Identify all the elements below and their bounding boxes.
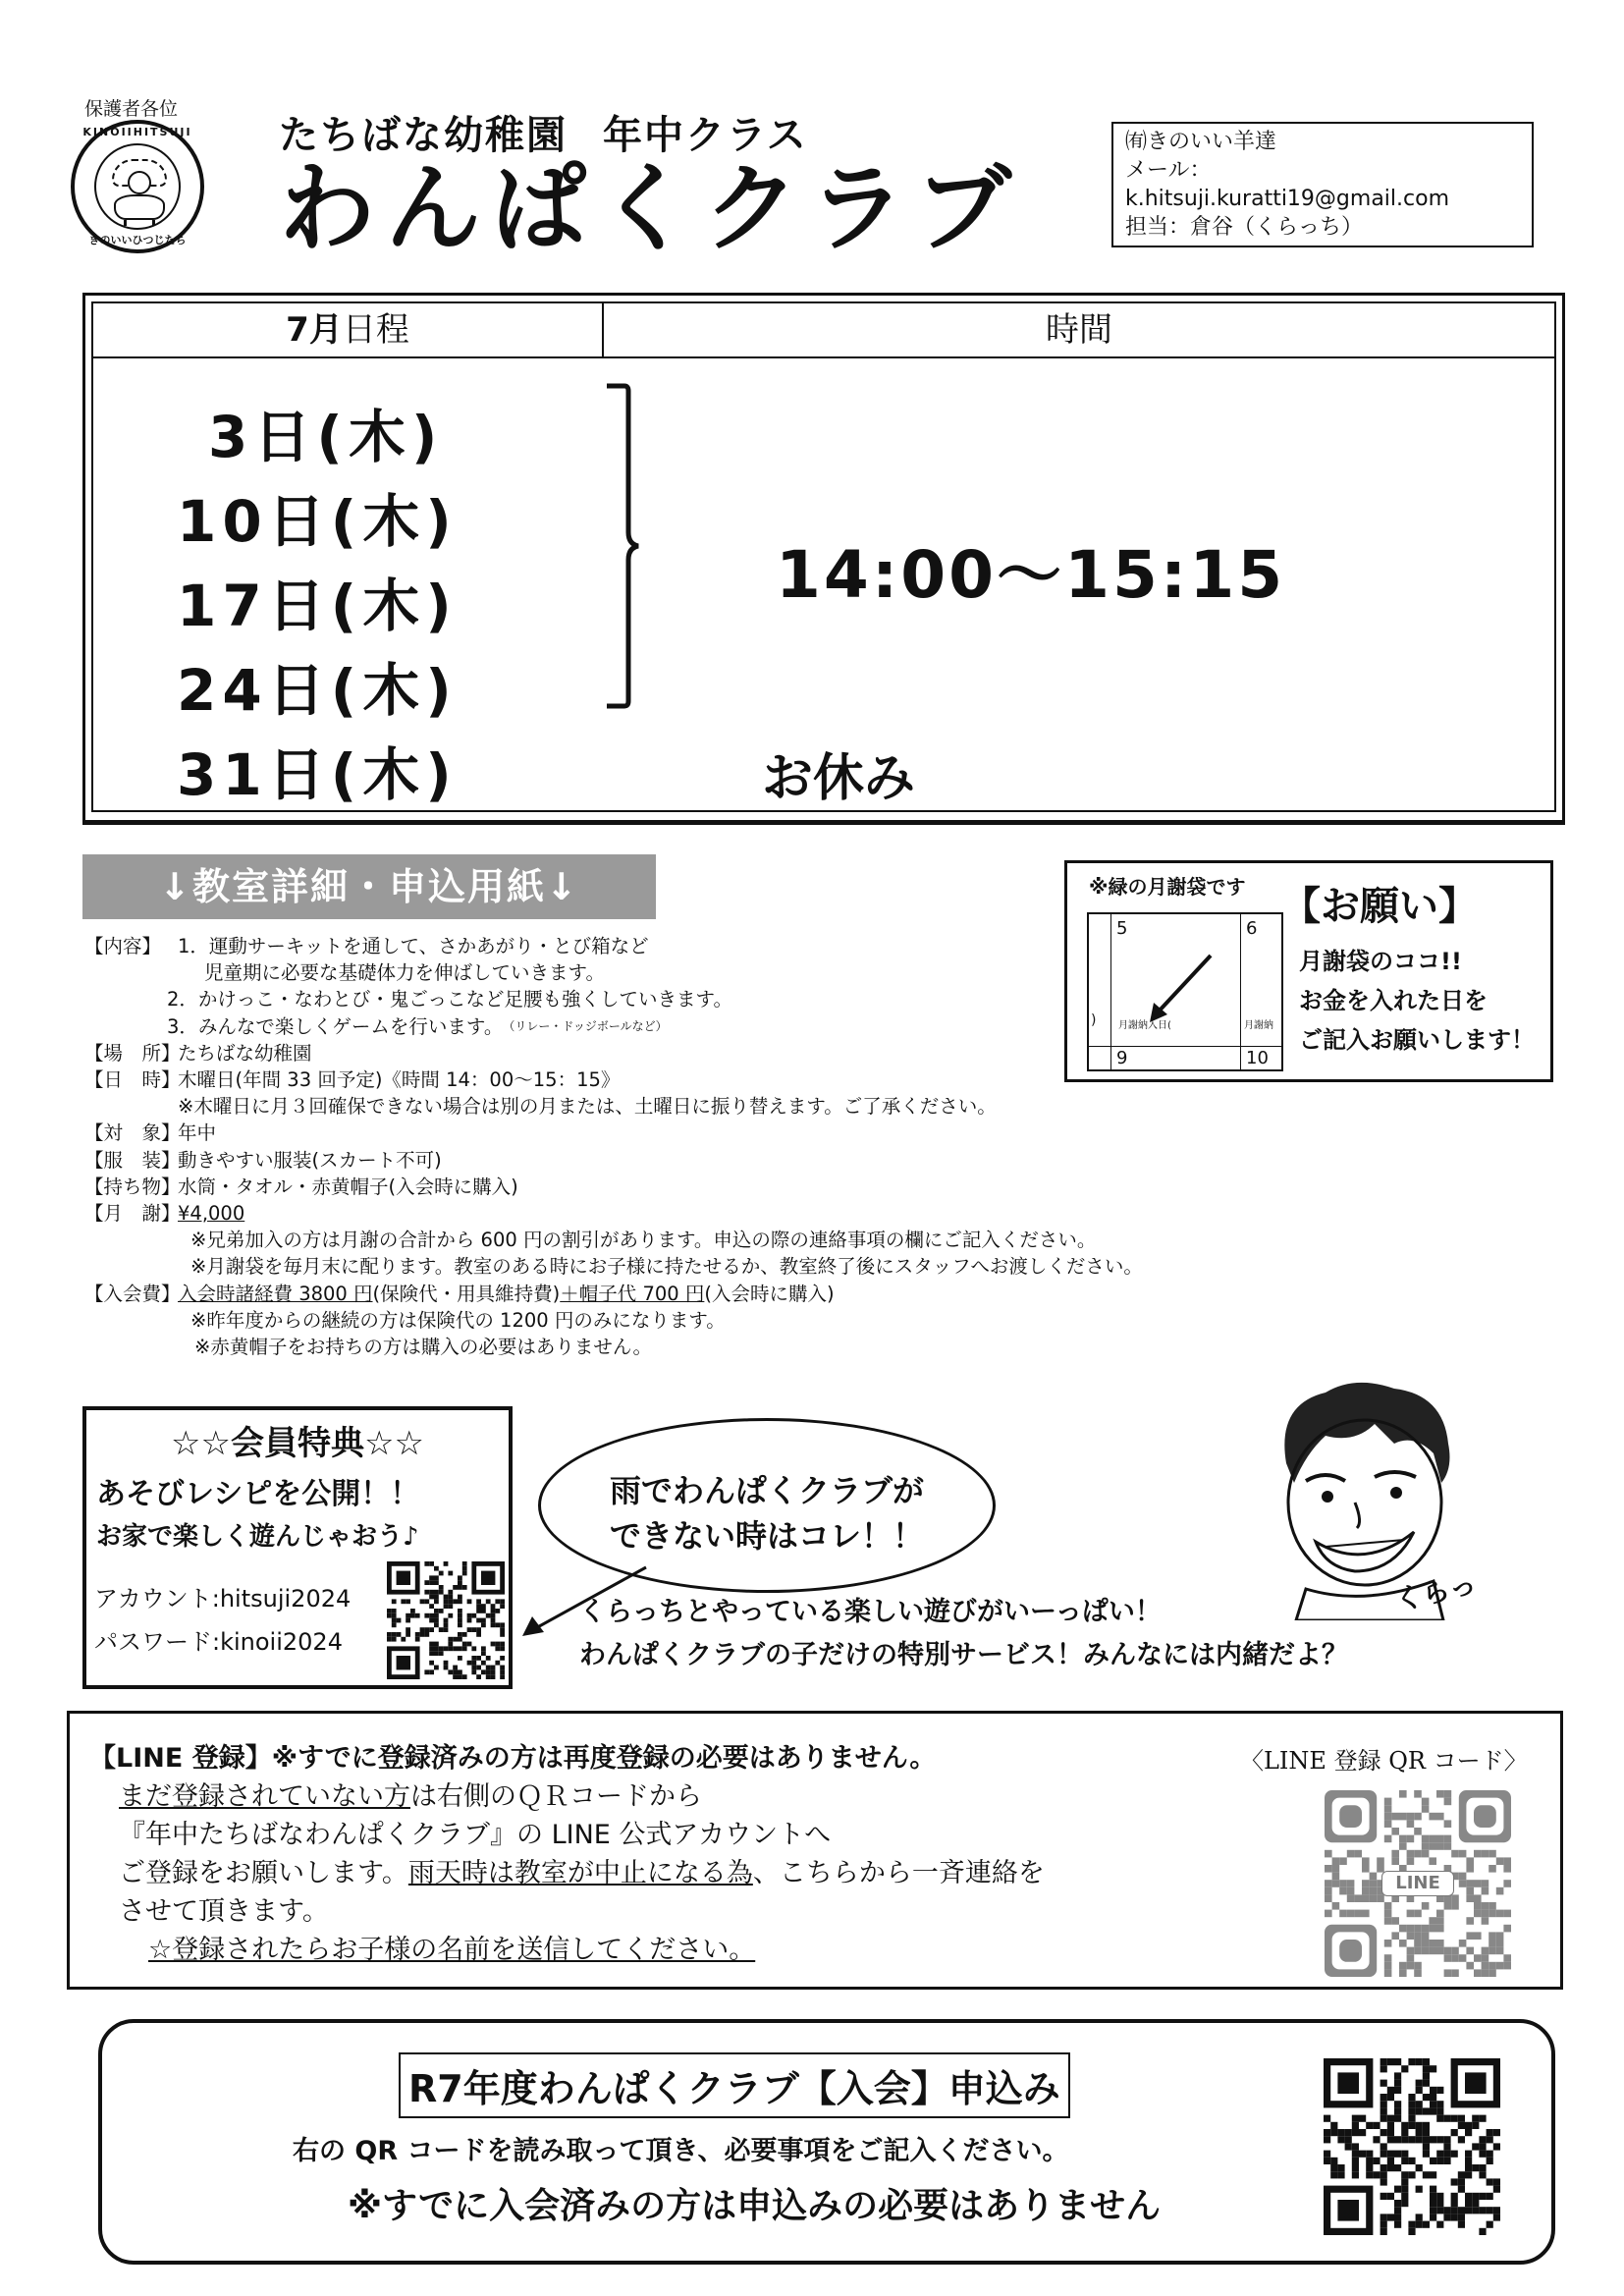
items-value: 水筒・タオル・赤黄帽子(入会時に購入) bbox=[178, 1175, 518, 1198]
school-name: たちばな幼稚園 bbox=[279, 113, 568, 158]
request-title: 【お願い】 bbox=[1281, 884, 1478, 929]
schedule-header-dates: 7月日程 bbox=[93, 303, 604, 356]
content-item-2: 2．かけっこ・なわとび・鬼ごっこなど足腰も強くしていきます。 bbox=[167, 988, 732, 1011]
hat-fee: ＋帽子代 700 円 bbox=[560, 1282, 705, 1305]
content-item-3: 3．みんなで楽しくゲームを行います。 bbox=[167, 1014, 504, 1038]
line-logo-badge: LINE bbox=[1381, 1871, 1454, 1896]
application-box bbox=[98, 2019, 1555, 2265]
application-qr-code-icon[interactable] bbox=[1324, 2058, 1500, 2235]
kura-signature: くらっ bbox=[1391, 1567, 1480, 1617]
clothes-label: 【服 装】 bbox=[84, 1148, 181, 1172]
class-name: 年中クラス bbox=[603, 113, 808, 158]
line-note: ※すでに登録済みの方は再度登録の必要はありません。 bbox=[271, 1743, 937, 1774]
entry-note-1: ※昨年度からの継続の方は保険代の 1200 円のみになります。 bbox=[190, 1308, 726, 1332]
grid-number: 9 bbox=[1116, 1048, 1128, 1068]
datetime-label: 【日 時】 bbox=[84, 1068, 181, 1092]
line-text: 【LINE 登録】※すでに登録済みの方は再度登録の必要はありません。 まだ登録されていない方は右側のＱＲコードから 『年中たちばなわんぱくクラブ』の LINE 公式アカウントへ ご登録をお願いします。雨天時は教室が中止になる為、こちらから一斉連絡を させて頂きます。 ☆登録されたらお子様の名前を送信してください。 bbox=[89, 1743, 1045, 1965]
application-title: R7年度わんぱくクラブ【入会】申込み bbox=[399, 2052, 1070, 2118]
member-password: パスワード:kinoii2024 bbox=[94, 1628, 343, 1656]
member-benefits-box bbox=[82, 1406, 513, 1689]
logo-text-bottom: きのいいひつじたち bbox=[88, 234, 187, 246]
grid-number: 10 bbox=[1246, 1048, 1269, 1068]
schedule-header-time: 時間 bbox=[1046, 310, 1112, 350]
sheep-logo bbox=[71, 120, 204, 253]
line-qr-caption: 〈LINE 登録 QR コード〉 bbox=[1240, 1747, 1528, 1775]
member-title: ☆☆会員特典☆☆ bbox=[171, 1424, 424, 1463]
contact-box bbox=[1111, 122, 1534, 247]
entry-fee-detail: (保険代・用具維持費) bbox=[372, 1282, 561, 1305]
line-registration-box bbox=[67, 1711, 1563, 1990]
target-value: 年中 bbox=[178, 1121, 217, 1145]
date-item: 10日(木) bbox=[177, 488, 458, 555]
grid-label: 月謝納 bbox=[1244, 1020, 1273, 1031]
date-item: 3日(木) bbox=[208, 404, 444, 470]
rain-note: くらっちとやっている楽しい遊びがいーっぱい！ わんぱくクラブの子だけの特別サービス！みんなには内緒だよ？ bbox=[579, 1597, 1348, 1670]
target-label: 【対 象】 bbox=[84, 1121, 181, 1145]
recipient-label: 保護者各位 bbox=[84, 98, 179, 120]
grid-number: 6 bbox=[1246, 918, 1258, 939]
grid-number: 5 bbox=[1116, 918, 1128, 939]
holiday-label: お休み bbox=[762, 749, 916, 808]
entry-note-2: ※赤黄帽子をお持ちの方は購入の必要はありません。 bbox=[194, 1336, 653, 1359]
request-text: 月謝袋のココ!! お金を入れた日を ご記入お願いします！ bbox=[1299, 948, 1535, 1054]
items-label: 【持ち物】 bbox=[84, 1175, 181, 1198]
hat-fee-detail: (入会時に購入) bbox=[704, 1282, 835, 1305]
grid-label: 月謝納入日( bbox=[1118, 1020, 1171, 1031]
member-line-2: お家で楽しく遊んじゃおう♪ bbox=[96, 1522, 419, 1552]
contact-company: ㈲きのいい羊達 bbox=[1125, 130, 1277, 154]
member-credentials bbox=[94, 1577, 351, 1664]
bracket-icon bbox=[605, 383, 640, 709]
content-item-3-note: （リレー・ドッジボールなど） bbox=[503, 1018, 668, 1033]
line-send-note: ☆登録されたらお子様の名前を送信してください。 bbox=[148, 1935, 756, 1965]
application-instruction: 右の QR コードを読み取って頂き、必要事項をご記入ください。 bbox=[293, 2136, 1069, 2166]
school-class-line bbox=[279, 104, 808, 160]
schedule-header-row bbox=[93, 303, 1554, 358]
clothes-value: 動きやすい服装(スカート不可) bbox=[178, 1148, 442, 1172]
qr-code-icon[interactable] bbox=[387, 1561, 505, 1679]
fee-value: ¥4,000 bbox=[178, 1202, 245, 1226]
arrow-icon bbox=[1136, 952, 1215, 1030]
fee-note-1: ※兄弟加入の方は月謝の合計から 600 円の割引があります。申込の際の連絡事項の欄にご記入ください。 bbox=[190, 1229, 1097, 1252]
member-account: アカウント:hitsuji2024 bbox=[94, 1585, 352, 1613]
bubble-text: 雨でわんぱくクラブが できない時はコレ！！ bbox=[609, 1472, 924, 1555]
datetime-note: ※木曜日に月３回確保できない場合は別の月または、土曜日に振り替えます。ご了承ください。 bbox=[178, 1095, 997, 1119]
grid-paren: ) bbox=[1091, 1012, 1097, 1028]
request-box bbox=[1064, 860, 1553, 1082]
date-item: 31日(木) bbox=[177, 741, 458, 808]
details-banner: ↓教室詳細・申込用紙↓ bbox=[82, 854, 656, 919]
page-title: わんぱくクラブ bbox=[279, 153, 1022, 265]
application-note: ※すでに入会済みの方は申込みの必要はありません bbox=[348, 2186, 1162, 2226]
fee-label: 【月 謝】 bbox=[84, 1202, 181, 1226]
request-note: ※緑の月謝袋です bbox=[1089, 875, 1246, 899]
contact-person: 担当：倉谷（くらっち） bbox=[1125, 215, 1364, 240]
date-item: 17日(木) bbox=[177, 573, 458, 639]
content-label: 【内容】 bbox=[84, 935, 162, 957]
content-item-1b: 児童期に必要な基礎体力を伸ばしていきます。 bbox=[204, 961, 605, 985]
entry-label: 【入会費】 bbox=[84, 1282, 181, 1305]
member-line-1: あそびレシピを公開！！ bbox=[96, 1477, 420, 1511]
entry-fee: 入会時諸経費 3800 円 bbox=[178, 1282, 373, 1305]
sheep-icon bbox=[94, 143, 181, 230]
date-item: 24日(木) bbox=[177, 657, 458, 724]
contact-email: メール：k.hitsuji.kuratti19@gmail.com bbox=[1125, 158, 1450, 211]
place-label: 【場 所】 bbox=[84, 1041, 181, 1065]
line-label: 【LINE 登録】 bbox=[89, 1743, 272, 1774]
place-value: たちばな幼稚園 bbox=[178, 1041, 312, 1065]
logo-text-top: KINOIIHITSUJI bbox=[82, 126, 192, 138]
fee-note-2: ※月謝袋を毎月末に配ります。教室のある時にお子様に持たせるか、教室終了後にスタッフへお渡しください。 bbox=[190, 1255, 1143, 1279]
datetime-value: 木曜日(年間 33 回予定)《時間 14：00〜15：15》 bbox=[178, 1068, 621, 1092]
class-time: 14:00〜15:15 bbox=[776, 537, 1286, 613]
content-item-1: 1．運動サーキットを通して、さかあがり・とび箱など bbox=[178, 935, 649, 957]
